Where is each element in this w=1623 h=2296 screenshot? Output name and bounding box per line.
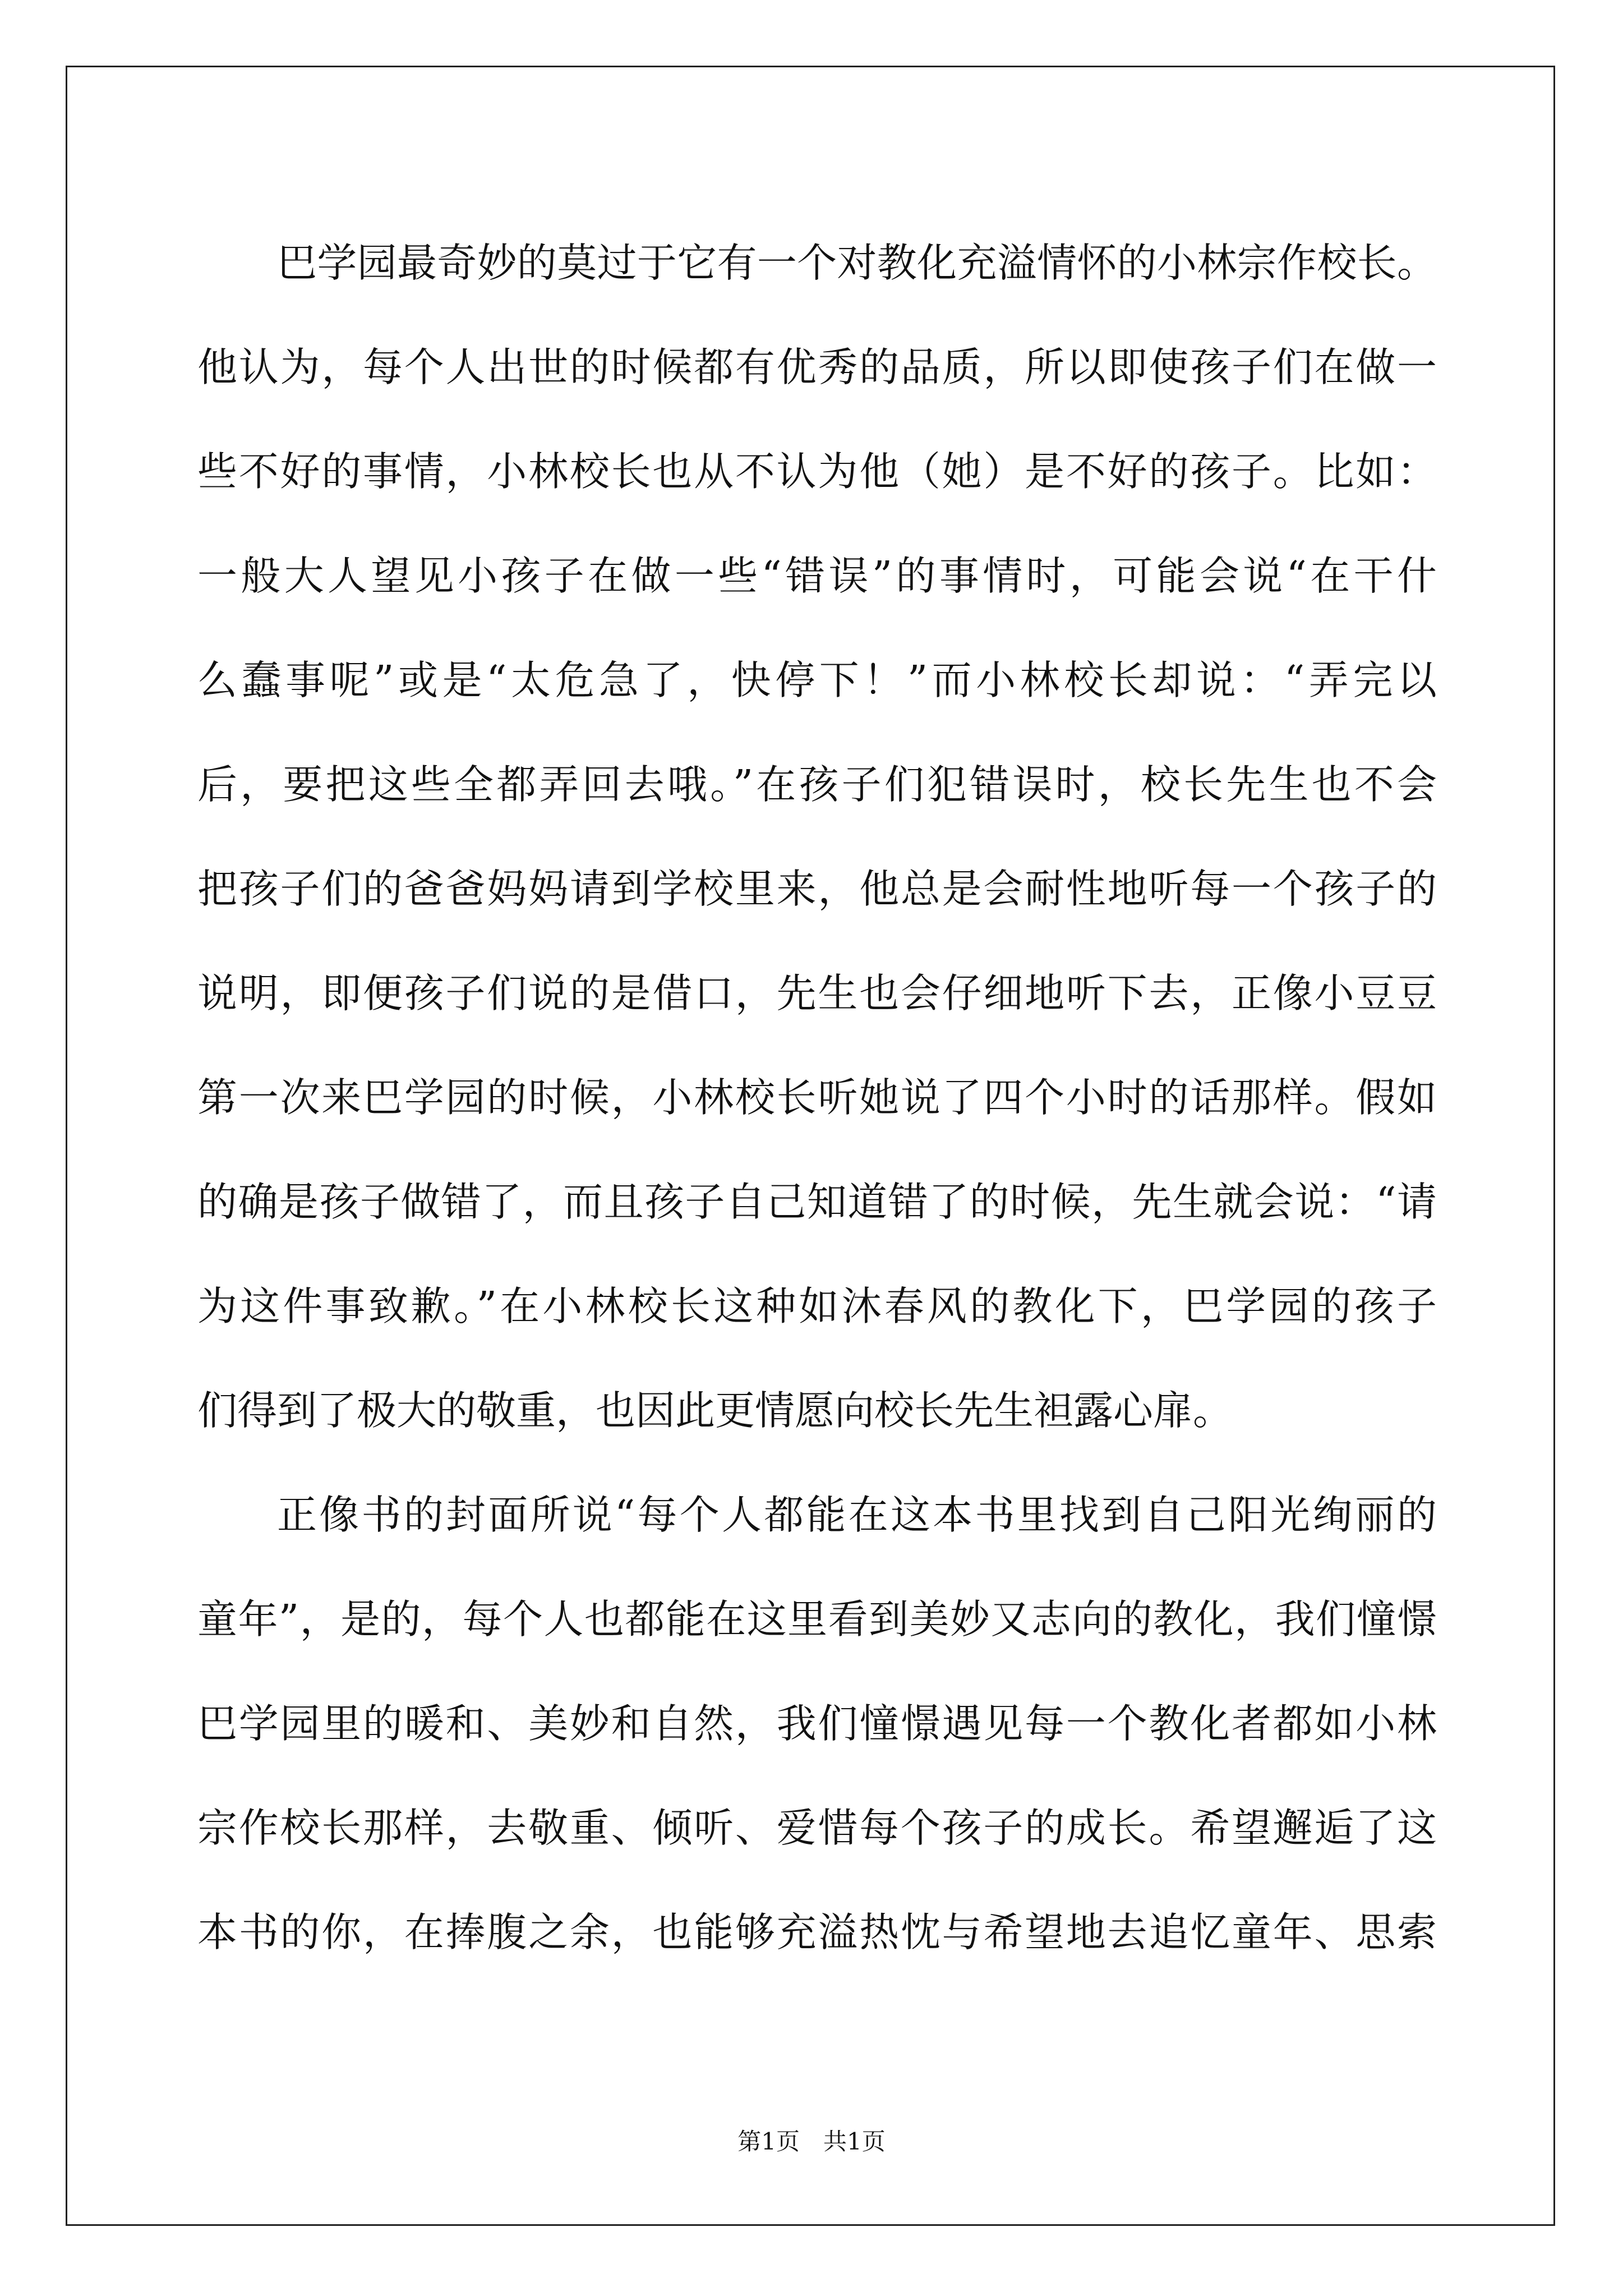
text-line: 么蠢事呢”或是“太危急了，快停下！”而小林校长却说：“弄完以 bbox=[197, 657, 1437, 703]
text-line: 一般大人望见小孩子在做一些“错误”的事情时，可能会说“在干什 bbox=[197, 553, 1437, 599]
text-line: 巴学园里的暖和、美妙和自然，我们憧憬遇见每一个教化者都如小林 bbox=[197, 1700, 1437, 1747]
text-line: 宗作校长那样，去敬重、倾听、爱惜每个孩子的成长。希望邂逅了这 bbox=[197, 1805, 1437, 1851]
text-line: 本书的你，在捧腹之余，也能够充溢热忱与希望地去追忆童年、思索 bbox=[197, 1909, 1437, 1955]
text-line: 些不好的事情，小林校长也从不认为他（她）是不好的孩子。比如： bbox=[197, 448, 1437, 495]
text-line: 正像书的封面所说“每个人都能在这本书里找到自己阳光绚丽的 bbox=[277, 1492, 1437, 1538]
text-line: 巴学园最奇妙的莫过于它有一个对教化充溢情怀的小林宗作校长。 bbox=[277, 240, 1437, 286]
paragraph-1 bbox=[197, 211, 1437, 1463]
text-line: 把孩子们的爸爸妈妈请到学校里来，他总是会耐性地听每一个孩子的 bbox=[197, 866, 1437, 912]
text-line: 说明，即便孩子们说的是借口，先生也会仔细地听下去，正像小豆豆 bbox=[197, 970, 1437, 1016]
text-line: 童年”，是的，每个人也都能在这里看到美妙又志向的教化，我们憧憬 bbox=[197, 1596, 1437, 1642]
text-line: 的确是孩子做错了，而且孩子自己知道错了的时候，先生就会说：“请 bbox=[197, 1179, 1437, 1225]
text-line: 为这件事致歉。”在小林校长这种如沐春风的教化下，巴学园的孩子 bbox=[197, 1283, 1437, 1329]
text-line: 第一次来巴学园的时候，小林校长听她说了四个小时的话那样。假如 bbox=[197, 1074, 1437, 1121]
paragraph-2 bbox=[197, 1463, 1437, 1985]
page-number-footer: 第1页 共1页 bbox=[737, 2128, 886, 2155]
text-line: 们得到了极大的敬重，也因此更情愿向校长先生袒露心扉。 bbox=[197, 1387, 1233, 1434]
text-line: 他认为，每个人出世的时候都有优秀的品质，所以即使孩子们在做一 bbox=[197, 344, 1437, 390]
text-line: 后，要把这些全都弄回去哦。”在孩子们犯错误时，校长先生也不会 bbox=[197, 761, 1437, 808]
document-body bbox=[197, 211, 1437, 1985]
